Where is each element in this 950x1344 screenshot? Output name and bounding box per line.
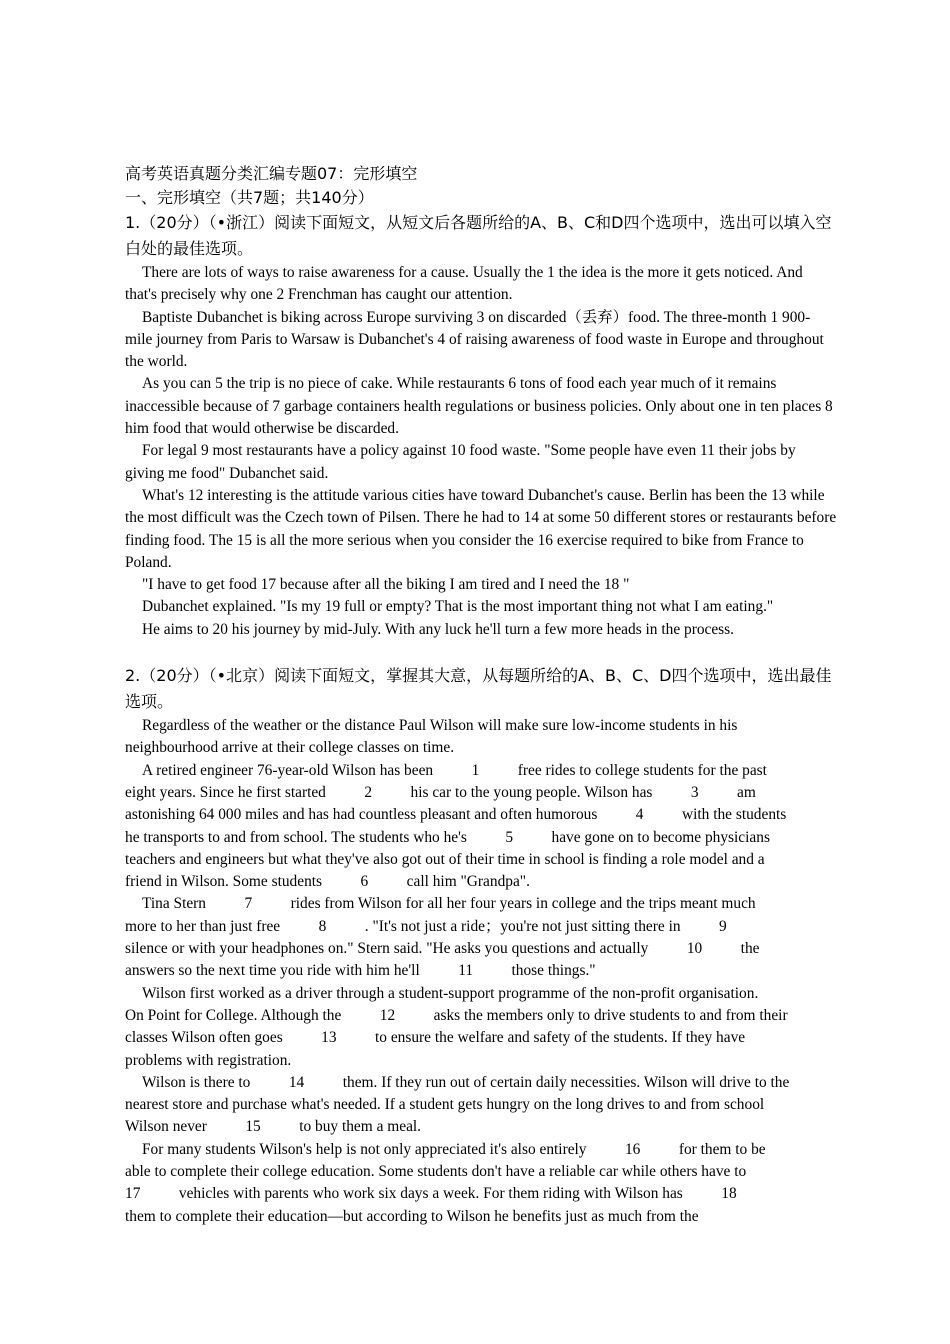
q2-line: more to her than just free 8 . "It's not just a ride；you're not just sitting there in 9 — [125, 917, 727, 935]
q2-line: Wilson never 15 to buy them a meal. — [125, 1118, 422, 1136]
q2-line: A retired engineer 76-year-old Wilson has been 1 free rides to college students for the past — [142, 761, 767, 779]
q2-line: astonishing 64 000 miles and has had countless pleasant and often humorous 4 with the students — [125, 806, 787, 824]
q2-line: Tina Stern 7 rides from Wilson for all her four years in college and the trips meant much — [142, 895, 756, 913]
q2-line: classes Wilson often goes 13 to ensure the welfare and safety of the students. If they have — [125, 1029, 746, 1047]
q1-paragraph: What's 12 interesting is the attitude various cities have toward Dubanchet's cause. Berlin has been the 13 while the most difficult was the Czech town of Pilsen. There he had to 14 at some 50 different stores or restaurants before finding food. The 15 is all the more serious when you consider the 16 exercise required to bike from France to Poland. — [125, 486, 837, 571]
document-title: 高考英语真题分类汇编专题07：完形填空 — [125, 164, 418, 183]
q2-line: Regardless of the weather or the distance Paul Wilson will make sure low-income students in his — [142, 717, 738, 735]
question-1-passage — [125, 262, 837, 641]
q2-line: eight years. Since he first started 2 his car to the young people. Wilson has 3 am — [125, 783, 756, 801]
q2-line: neighbourhood arrive at their college classes on time. — [125, 739, 455, 757]
spacer — [125, 641, 837, 663]
q2-line: teachers and engineers but what they've also got out of their time in school is finding a role model and a — [125, 850, 765, 868]
q2-line: problems with registration. — [125, 1051, 292, 1069]
q2-line: them to complete their education—but according to Wilson he benefits just as much from the — [125, 1207, 699, 1225]
q2-line: On Point for College. Although the 12 asks the members only to drive students to and from their — [125, 1006, 788, 1024]
q2-line: silence or with your headphones on." Stern said. "He asks you questions and actually 10 the — [125, 940, 760, 958]
q2-line: For many students Wilson's help is not only appreciated it's also entirely 16 for them to be — [142, 1140, 766, 1158]
q1-paragraph: As you can 5 the trip is no piece of cake. While restaurants 6 tons of food each year much of it remains inaccessible because of 7 garbage containers health regulations or business policies. Only about one in ten places 8 him food that would otherwise be discarded. — [125, 375, 833, 438]
q2-line: Wilson is there to 14 them. If they run out of certain daily necessities. Wilson will drive to the — [142, 1073, 790, 1091]
q1-paragraph: Baptiste Dubanchet is biking across Europe surviving 3 on discarded（丢弃）food. The three-month 1 900-mile journey from Paris to Warsaw is Dubanchet's 4 of raising awareness of food waste in Europe and throughout the world. — [125, 308, 824, 371]
q1-paragraph: There are lots of ways to raise awareness for a cause. Usually the 1 the idea is the more it gets noticed. And that's precisely why one 2 Frenchman has caught our attention. — [125, 264, 803, 304]
question-2-heading: 2.（20分）（•北京）阅读下面短文，掌握其大意，从每题所给的A、B、C、D四个选项中，选出最佳选项。 — [125, 666, 832, 712]
q2-line: he transports to and from school. The students who he's 5 have gone on to become physicians — [125, 828, 770, 846]
q1-paragraph: "I have to get food 17 because after all the biking I am tired and I need the 18 " — [142, 576, 630, 594]
question-1-heading: 1.（20分）（•浙江）阅读下面短文，从短文后各题所给的A、B、C和D四个选项中，选出可以填入空白处的最佳选项。 — [125, 213, 832, 258]
q1-paragraph: Dubanchet explained. "Is my 19 full or empty? That is the most important thing not what I am eating." — [142, 598, 774, 616]
document-page — [125, 162, 837, 1228]
q2-line: nearest store and purchase what's needed. If a student gets hungry on the long drives to and from school — [125, 1096, 765, 1114]
section-title: 一、完形填空（共7题；共140分） — [125, 188, 374, 207]
q2-line: able to complete their college education. Some students don't have a reliable car while others have to — [125, 1162, 747, 1180]
q1-paragraph: He aims to 20 his journey by mid-July. With any luck he'll turn a few more heads in the process. — [142, 620, 735, 638]
question-2-passage — [125, 715, 837, 1228]
q2-line: Wilson first worked as a driver through a student-support programme of the non-profit organisation. — [142, 984, 759, 1002]
q1-paragraph: For legal 9 most restaurants have a policy against 10 food waste. "Some people have even 11 their jobs by giving me food" Dubanchet said. — [125, 442, 796, 482]
q2-line: 17 vehicles with parents who work six days a week. For them riding with Wilson has 18 — [125, 1185, 737, 1203]
q2-line: friend in Wilson. Some students 6 call him "Grandpa". — [125, 873, 530, 891]
q2-line: answers so the next time you ride with him he'll 11 those things." — [125, 962, 596, 980]
